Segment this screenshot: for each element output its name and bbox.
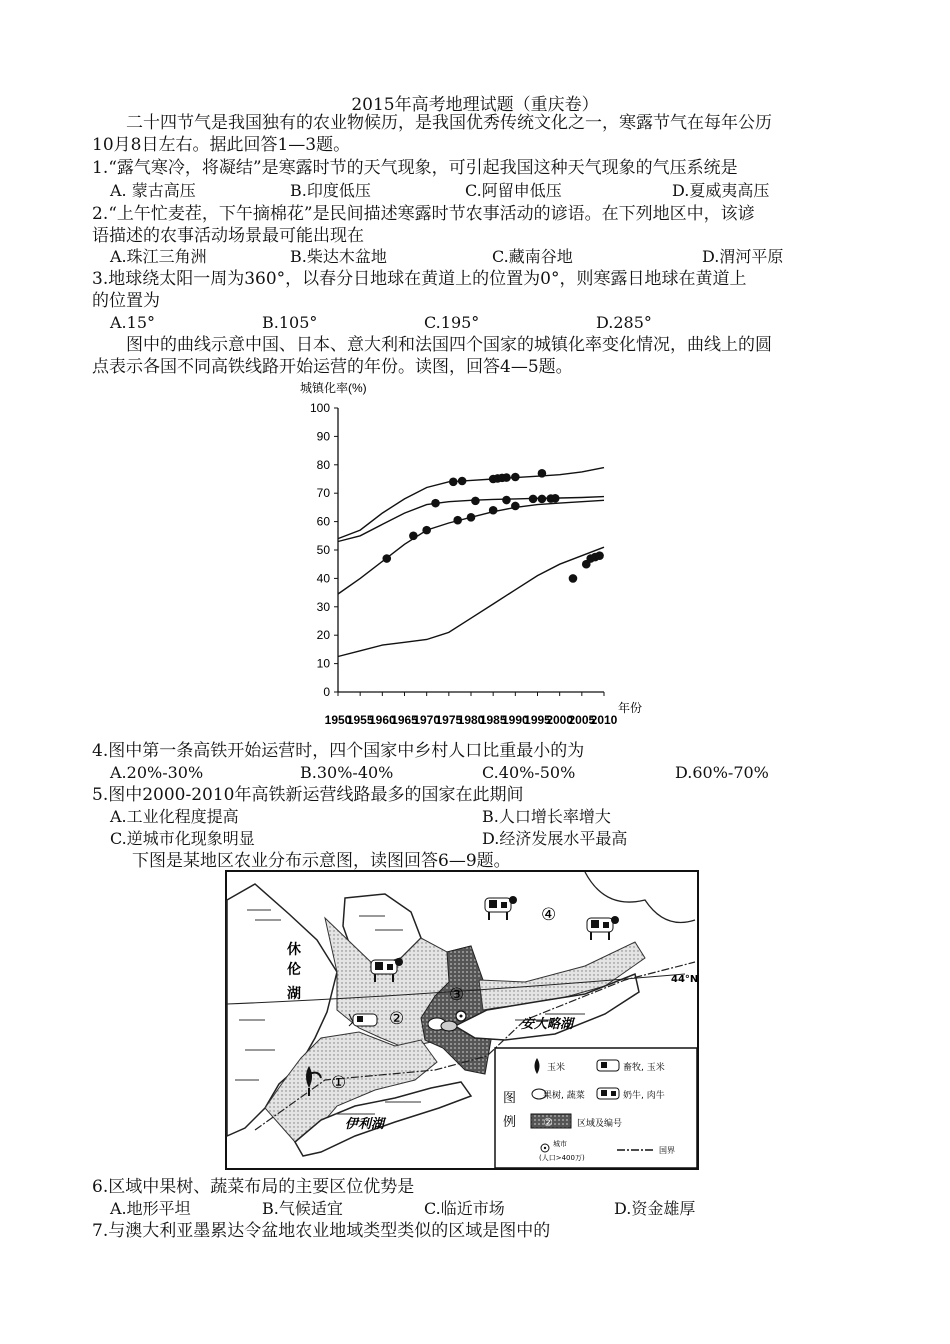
legend-item-cattle: 奶牛, 肉牛 (623, 1091, 665, 1101)
q5-option-d: D.经济发展水平最高 (482, 829, 628, 848)
intro2-line-2: 点表示各国不同高铁线路开始运营的年份。读图，回答4—5题。 (92, 357, 573, 377)
q1-option-c: C.阿留申低压 (465, 181, 562, 200)
q1-option-b: B.印度低压 (290, 181, 371, 200)
region-1-label: ① (331, 1073, 347, 1093)
q1-option-a: A. 蒙古高压 (110, 181, 196, 200)
chart-railway-point (595, 551, 604, 560)
chart-railway-point (453, 516, 462, 525)
lake-huron-label-2: 伦 (287, 962, 301, 978)
q2-option-d: D.渭河平原 (702, 247, 784, 266)
chart-y-tick-label: 40 (316, 571, 330, 586)
q3-option-b: B.105° (262, 313, 318, 332)
chart-railway-point (382, 554, 391, 563)
chart-railway-point (502, 496, 511, 505)
intro2-line-1: 图中的曲线示意中国、日本、意大利和法国四个国家的城镇化率变化情况，曲线上的圆 (126, 335, 772, 355)
question-7: 7.与澳大利亚墨累达令盆地农业地域类型类似的区域是图中的 (92, 1221, 551, 1241)
chart-railway-point (569, 574, 578, 583)
question-2-line-2: 语描述的农事活动场景最可能出现在 (92, 226, 364, 246)
q2-option-b: B.柴达木盆地 (290, 247, 387, 266)
chart-railway-point (409, 532, 418, 541)
legend-item-region: 区域及编号 (577, 1119, 623, 1129)
legend-item-city: 城市 (553, 1140, 567, 1148)
chart-railway-point (529, 495, 538, 504)
question-5: 5.图中2000-2010年高铁新运营线路最多的国家在此期间 (92, 785, 524, 805)
chart-railway-point (449, 478, 458, 487)
q6-option-a: A.地形平坦 (110, 1199, 191, 1218)
chart-railway-point (431, 499, 440, 508)
region-3-label: ③ (449, 985, 465, 1005)
chart-y-tick-label: 50 (316, 543, 330, 557)
chart-railway-point (511, 473, 520, 482)
chart-x-tick-label: 2010 (590, 713, 618, 727)
q5-option-c: C.逆城市化现象明显 (110, 829, 255, 848)
chart-railway-point (422, 526, 431, 535)
chart-x-tick-label: 1970 (413, 713, 441, 727)
question-3-line-2: 的位置为 (92, 291, 160, 311)
lake-huron-label-1: 休 (287, 942, 301, 958)
city-icon (541, 1144, 549, 1152)
chart-x-tick-label: 1975 (435, 713, 463, 727)
q6-option-c: C.临近市场 (424, 1199, 505, 1218)
q3-option-d: D.285° (596, 313, 652, 332)
chart-x-tick-label: 1955 (346, 713, 374, 727)
q5-option-b: B.人口增长率增大 (482, 807, 611, 826)
legend-item-corn: 玉米 (547, 1063, 566, 1073)
lake-ontario-label: 安大略湖 (521, 1017, 574, 1032)
region-4-label: ④ (541, 905, 557, 925)
q6-option-d: D.资金雄厚 (614, 1199, 696, 1218)
q1-option-d: D.夏威夷高压 (672, 181, 770, 200)
chart-x-tick-label: 1995 (524, 713, 551, 727)
chart-y-tick-label: 80 (316, 457, 330, 472)
region-2-label: ② (389, 1009, 405, 1029)
question-4: 4.图中第一条高铁开始运营时，四个国家中乡村人口比重最小的为 (92, 741, 585, 761)
chart-series-line-4 (338, 547, 604, 656)
map-legend (495, 1048, 697, 1168)
chart-y-tick-label: 60 (316, 514, 330, 529)
legend-title-2: 例 (503, 1115, 517, 1130)
legend-item-border: 国界 (659, 1146, 675, 1155)
city-icon (456, 1011, 466, 1021)
q2-option-c: C.藏南谷地 (492, 247, 573, 266)
cow-icon (597, 1088, 619, 1099)
legend-item-fruit-vegetable: 果树, 蔬菜 (543, 1091, 585, 1101)
cow-icon (597, 1060, 619, 1071)
chart-x-tick-label: 1965 (391, 713, 418, 727)
chart-y-tick-label: 20 (316, 628, 330, 643)
chart-railway-point (551, 494, 560, 503)
chart-x-tick-label: 1980 (457, 713, 485, 727)
chart-railway-point (502, 473, 511, 482)
chart-x-tick-label: 2000 (546, 713, 574, 727)
chart-ylabel: 城镇化率(%) (300, 381, 367, 395)
chart-y-tick-label: 70 (316, 486, 330, 501)
q3-option-a: A.15° (110, 313, 155, 332)
chart-railway-point (458, 477, 467, 486)
chart-x-tick-label: 1950 (324, 713, 352, 727)
chart-y-tick-label: 30 (316, 599, 330, 614)
q4-option-b: B.30%-40% (300, 763, 394, 782)
q4-option-a: A.20%-30% (110, 763, 204, 782)
chart-y-tick-label: 90 (316, 429, 330, 444)
lake-huron-label-3: 湖 (287, 986, 301, 1002)
chart-railway-point (538, 469, 547, 478)
agriculture-map (225, 870, 699, 1170)
chart-x-tick-label: 1985 (479, 713, 507, 727)
chart-xlabel: 年份 (618, 701, 643, 715)
q2-option-a: A.珠江三角洲 (110, 247, 207, 266)
q4-option-d: D.60%-70% (675, 763, 769, 782)
chart-x-tick-label: 1960 (368, 713, 396, 727)
chart-railway-point (489, 506, 498, 515)
question-6: 6.区域中果树、蔬菜布局的主要区位优势是 (92, 1177, 415, 1197)
legend-item-city-pop: (人口>400万) (539, 1154, 585, 1162)
chart-x-tick-label: 1990 (501, 713, 529, 727)
chart-railway-point (511, 502, 520, 511)
chart-railway-point (471, 497, 480, 506)
legend-region-number: ② (543, 1116, 553, 1129)
question-2-line-1: 2.“上午忙麦茬，下午摘棉花”是民间描述寒露时节农事活动的谚语。在下列地区中，该谚 (92, 204, 755, 224)
livestock-corn-icon (349, 1014, 377, 1026)
legend-title-1: 图 (503, 1091, 517, 1106)
chart-railway-point (538, 495, 547, 504)
page-title: 2015年高考地理试题（重庆卷） (351, 95, 599, 115)
chart-railway-point (467, 513, 476, 522)
latitude-label: 44°N (671, 974, 699, 985)
chart-y-tick-label: 10 (316, 656, 330, 671)
question-1: 1.“露气寒冷，将凝结”是寒露时节的天气现象，可引起我国这种天气现象的气压系统是 (92, 158, 738, 178)
chart-x-tick-label: 2005 (568, 713, 596, 727)
q5-option-a: A.工业化程度提高 (110, 807, 239, 826)
intro3: 下图是某地区农业分布示意图，读图回答6—9题。 (132, 851, 511, 871)
q4-option-c: C.40%-50% (482, 763, 576, 782)
chart-y-tick-label: 0 (323, 685, 330, 699)
urbanization-chart (290, 378, 660, 738)
question-3-line-1: 3.地球绕太阳一周为360°，以春分日地球在黄道上的位置为0°，则寒露日地球在黄道上 (92, 269, 747, 289)
lake-erie-label: 伊利湖 (345, 1117, 385, 1132)
q3-option-c: C.195° (424, 313, 480, 332)
legend-item-livestock-corn: 畜牧, 玉米 (623, 1063, 665, 1073)
chart-y-tick-label: 100 (309, 401, 330, 415)
intro-line-2: 10月8日左右。据此回答1—3题。 (92, 135, 351, 155)
q6-option-b: B.气候适宜 (262, 1199, 343, 1218)
intro-line-1: 二十四节气是我国独有的农业物候历，是我国优秀传统文化之一，寒露节气在每年公历 (126, 113, 772, 133)
